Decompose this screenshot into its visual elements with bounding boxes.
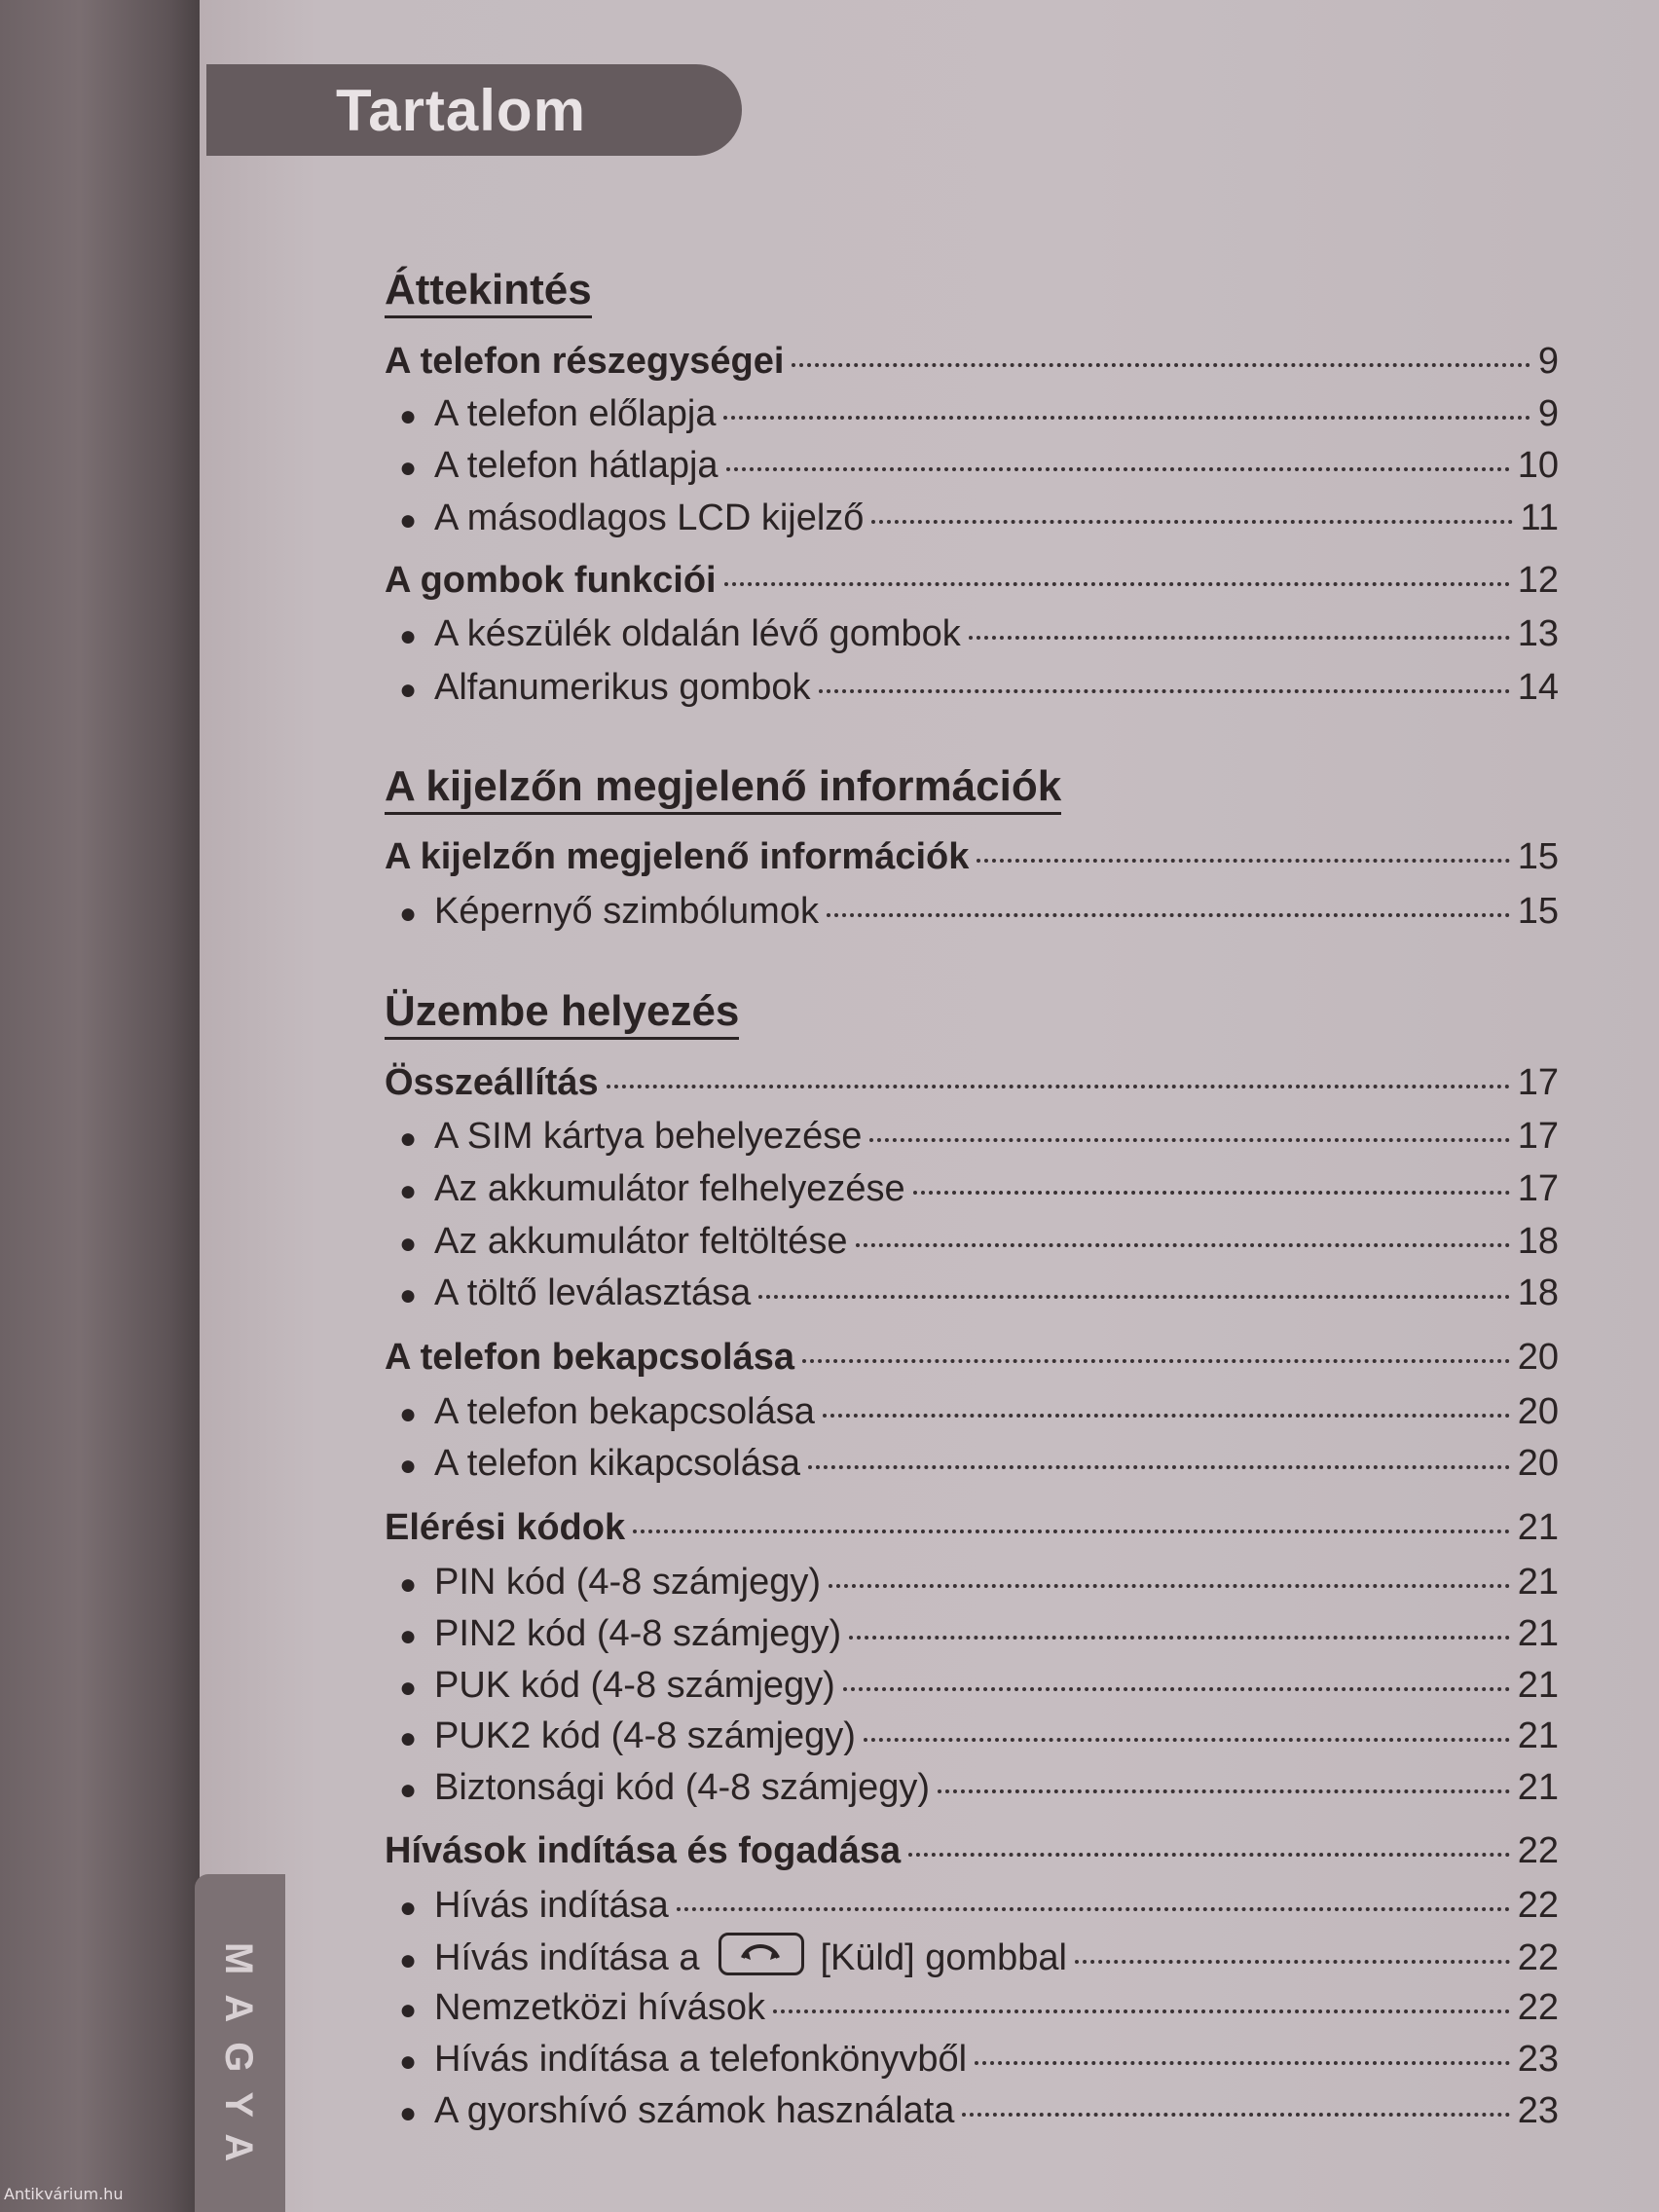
dot-leader [802,1353,1510,1363]
toc-subentry[interactable] [385,1558,1559,1606]
dot-leader [808,1459,1510,1469]
toc-entry[interactable] [385,556,1559,605]
toc-entry-page: 12 [1517,560,1559,601]
toc-entry-page: 10 [1517,445,1559,486]
bullet-icon: ● [399,1175,418,1207]
book-spine [0,0,200,2212]
section-heading: Üzembe helyezés [385,986,739,1040]
toc-entry[interactable] [385,1333,1559,1382]
toc-entry-label: A töltő leválasztása [434,1272,752,1313]
bullet-icon: ● [399,1672,418,1704]
dot-leader [726,461,1510,471]
toc-entry[interactable] [385,1503,1559,1552]
toc-subentry[interactable] [385,1661,1559,1710]
toc-entry-label: A készülék oldalán lévő gombok [434,613,961,654]
toc-entry-label: Hívás indítása a telefonkönyvből [434,2039,968,2080]
dot-leader [677,1901,1510,1911]
toc-entry-label: Hívások indítása és fogadása [385,1830,902,1871]
toc-subentry[interactable] [385,389,1559,438]
toc-entry-page: 21 [1517,1507,1559,1548]
dot-leader [856,1237,1510,1247]
bullet-icon: ● [399,620,418,652]
toc-entry-page: 9 [1537,393,1559,434]
toc-entry-page: 18 [1517,1221,1559,1262]
dot-leader [724,576,1510,586]
toc-entry-page: 21 [1517,1665,1559,1706]
dot-leader [633,1524,1510,1533]
toc-entry-label [434,1933,1067,1982]
toc-subentry[interactable] [385,1269,1559,1317]
toc-entry-page: 13 [1517,613,1559,654]
bullet-icon: ● [399,400,418,432]
bullet-icon: ● [399,898,418,930]
bullet-icon: ● [399,504,418,536]
toc-entry-label: Elérési kódok [385,1507,626,1548]
toc-entry-label: A telefon hátlapja [434,445,719,486]
toc-entry-page: 18 [1517,1272,1559,1313]
toc-entry-page: 22 [1517,1830,1559,1871]
toc-subentry[interactable] [385,1217,1559,1266]
bullet-icon: ● [399,1398,418,1430]
bullet-icon: ● [399,1228,418,1260]
dot-leader [829,1578,1510,1588]
header-tab [206,64,742,156]
toc-entry-page: 15 [1517,891,1559,932]
toc-entry-label: Biztonsági kód (4-8 számjegy) [434,1767,930,1808]
bullet-icon: ● [399,2046,418,2078]
toc-entry-page: 23 [1517,2039,1559,2080]
dot-leader [819,683,1510,693]
toc-entry-page: 22 [1517,1987,1559,2028]
dot-leader [849,1630,1510,1640]
toc-entry-page: 14 [1517,667,1559,708]
toc-subentry[interactable] [385,2086,1559,2135]
watermark: Antikvárium.hu [4,2185,124,2203]
bullet-icon: ● [399,1944,418,1976]
toc-entry-label: A telefon előlapja [434,393,717,434]
dot-leader [913,1185,1510,1195]
toc-subentry[interactable] [385,1763,1559,1812]
send-key-icon [719,1933,804,1975]
toc-entry-label-before: Hívás indítása a [434,1937,700,1978]
toc-subentry[interactable] [385,1112,1559,1161]
toc-entry-label: PIN2 kód (4-8 számjegy) [434,1613,842,1654]
toc-entry-page: 20 [1517,1443,1559,1484]
toc-entry-page: 22 [1517,1885,1559,1926]
toc-entry[interactable] [385,832,1559,881]
toc-subentry[interactable] [385,663,1559,712]
dot-leader [758,1289,1509,1299]
toc-entry-label: A SIM kártya behelyezése [434,1116,863,1157]
section-heading: Áttekintés [385,265,592,318]
language-tab-label: MAGYA [217,1942,260,2182]
language-tab [195,1874,285,2212]
bullet-icon: ● [399,452,418,484]
toc-entry-page: 20 [1517,1337,1559,1378]
toc-entry-page: 22 [1517,1937,1559,1978]
toc-entry-label: A másodlagos LCD kijelző [434,498,865,538]
bullet-icon: ● [399,1123,418,1155]
toc-entry-page: 17 [1517,1062,1559,1103]
toc-entry-label: PUK kód (4-8 számjegy) [434,1665,835,1706]
toc-entry-label: A gombok funkciói [385,560,717,601]
dot-leader [1075,1954,1510,1964]
toc-entry-label-after: [Küld] gombbal [820,1937,1067,1978]
toc-entry[interactable] [385,1826,1559,1875]
toc-entry-label: Az akkumulátor feltöltése [434,1221,848,1262]
bullet-icon: ● [399,1722,418,1754]
toc-entry-label: Alfanumerikus gombok [434,667,811,708]
toc-entry-page: 9 [1537,341,1559,382]
bullet-icon: ● [399,1620,418,1652]
dot-leader [908,1847,1510,1857]
page-title: Tartalom [336,77,586,143]
toc-entry-page: 23 [1517,2090,1559,2131]
toc-subentry[interactable] [385,1609,1559,1658]
dot-leader [977,853,1509,863]
toc-entry-page: 17 [1517,1168,1559,1209]
dot-leader [773,2004,1510,2013]
toc-subentry[interactable] [385,1712,1559,1760]
bullet-icon: ● [399,1774,418,1806]
dot-leader [843,1681,1510,1691]
toc-entry-label: A telefon bekapcsolása [385,1337,794,1378]
toc-entry-label: Az akkumulátor felhelyezése [434,1168,905,1209]
toc-entry-label: PIN kód (4-8 számjegy) [434,1562,822,1603]
toc-subentry[interactable] [385,441,1559,490]
toc-subentry[interactable] [385,1933,1559,1981]
toc-entry-label: Összeállítás [385,1062,599,1103]
toc-subentry[interactable] [385,1439,1559,1488]
toc-subentry[interactable] [385,887,1559,936]
dot-leader [871,514,1512,524]
toc-subentry[interactable] [385,1387,1559,1436]
toc-entry-label: A telefon részegységei [385,341,785,382]
dot-leader [823,1408,1510,1418]
dot-leader [792,357,1530,367]
bullet-icon: ● [399,1568,418,1601]
dot-leader [969,630,1510,640]
section-heading: A kijelzőn megjelenő információk [385,761,1061,815]
toc-entry[interactable] [385,1058,1559,1107]
bullet-icon: ● [399,1450,418,1482]
dot-leader [869,1132,1509,1142]
toc-entry-label: A gyorshívó számok használata [434,2090,955,2131]
dot-leader [938,1784,1510,1793]
bullet-icon: ● [399,2097,418,2129]
toc-entry[interactable] [385,337,1559,386]
toc-subentry[interactable] [385,1881,1559,1930]
dot-leader [962,2107,1509,2117]
dot-leader [723,410,1530,420]
toc-entry-page: 11 [1520,498,1559,538]
dot-leader [827,907,1510,917]
toc-entry-label: A telefon kikapcsolása [434,1443,801,1484]
toc-entry-page: 17 [1517,1116,1559,1157]
toc-entry-page: 15 [1517,836,1559,877]
toc-entry-page: 21 [1517,1562,1559,1603]
dot-leader [975,2055,1510,2065]
toc-entry-label: A kijelzőn megjelenő információk [385,836,970,877]
toc-entry-label: Hívás indítása [434,1885,669,1926]
bullet-icon: ● [399,1994,418,2026]
toc-subentry[interactable] [385,494,1559,542]
toc-entry-page: 20 [1517,1391,1559,1432]
bullet-icon: ● [399,1279,418,1311]
toc-subentry[interactable] [385,1983,1559,2032]
toc-entry-page: 21 [1517,1715,1559,1756]
toc-entry-label: Képernyő szimbólumok [434,891,819,932]
toc-entry-label: Nemzetközi hívások [434,1987,766,2028]
bullet-icon: ● [399,674,418,706]
toc-entry-page: 21 [1517,1613,1559,1654]
toc-subentry[interactable] [385,2035,1559,2083]
toc-entry-page: 21 [1517,1767,1559,1808]
toc-subentry[interactable] [385,609,1559,658]
toc-entry-label: PUK2 kód (4-8 számjegy) [434,1715,856,1756]
toc-entry-label: A telefon bekapcsolása [434,1391,815,1432]
dot-leader [607,1079,1510,1088]
dot-leader [864,1732,1510,1742]
bullet-icon: ● [399,1892,418,1924]
toc-subentry[interactable] [385,1164,1559,1213]
